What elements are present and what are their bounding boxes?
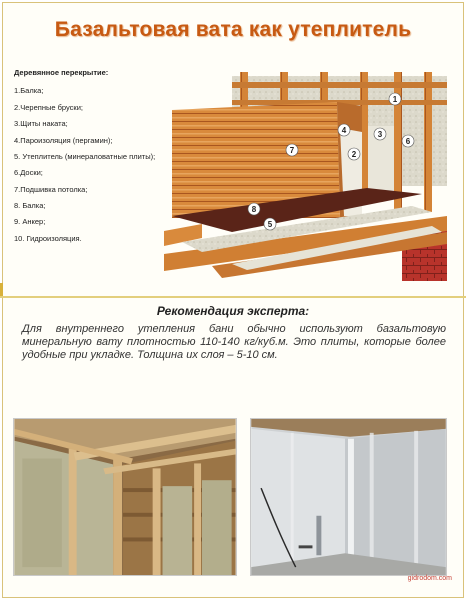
legend-item: 10. Гидроизоляция. <box>14 233 82 243</box>
marker-6: 6 <box>405 137 411 146</box>
marker-2: 2 <box>351 150 357 159</box>
photo-insulated-walls <box>13 418 237 576</box>
marker-8: 8 <box>251 205 257 214</box>
watermark: gidrodom.com <box>407 575 452 582</box>
marker-3: 3 <box>377 130 383 139</box>
photo-foil-insulation <box>250 418 447 576</box>
legend-item: 4.Пароизоляция (пергамин); <box>14 135 113 145</box>
legend <box>14 68 164 250</box>
marker-5: 5 <box>267 220 273 229</box>
expert-text: Для внутреннего утепления бани обычно используют базальтовую минеральную вату плотностью 110-140 кг/куб.м. Это плиты, которые более удобные при укладке. Толщина их слоя – 5-10 см. <box>22 323 446 362</box>
section-divider <box>0 296 466 298</box>
legend-item: 2.Черепные бруски; <box>14 102 83 112</box>
horizontal-batten <box>232 82 447 88</box>
page-title: Базальтовая вата как утеплитель <box>54 18 412 41</box>
section-divider-accent <box>0 283 3 297</box>
beam <box>424 72 432 212</box>
marker-7: 7 <box>289 146 295 155</box>
expert-title: Рекомендация эксперта: <box>156 304 310 318</box>
legend-item: 6.Доски; <box>14 168 43 178</box>
marker-4: 4 <box>341 126 347 135</box>
legend-item: 3.Щиты наката; <box>14 119 68 129</box>
legend-item: 9. Анкер; <box>14 217 46 227</box>
marker-1: 1 <box>392 95 398 104</box>
legend-item: 5. Утеплитель (минераловатные плиты); <box>14 151 156 161</box>
legend-heading: Деревянное перекрытие: <box>14 68 109 77</box>
floor-construction-diagram <box>162 66 452 284</box>
legend-item: 1.Балка; <box>14 86 44 96</box>
legend-item: 8. Балка; <box>14 201 46 210</box>
legend-item: 7.Подшивка потолка; <box>14 184 88 194</box>
